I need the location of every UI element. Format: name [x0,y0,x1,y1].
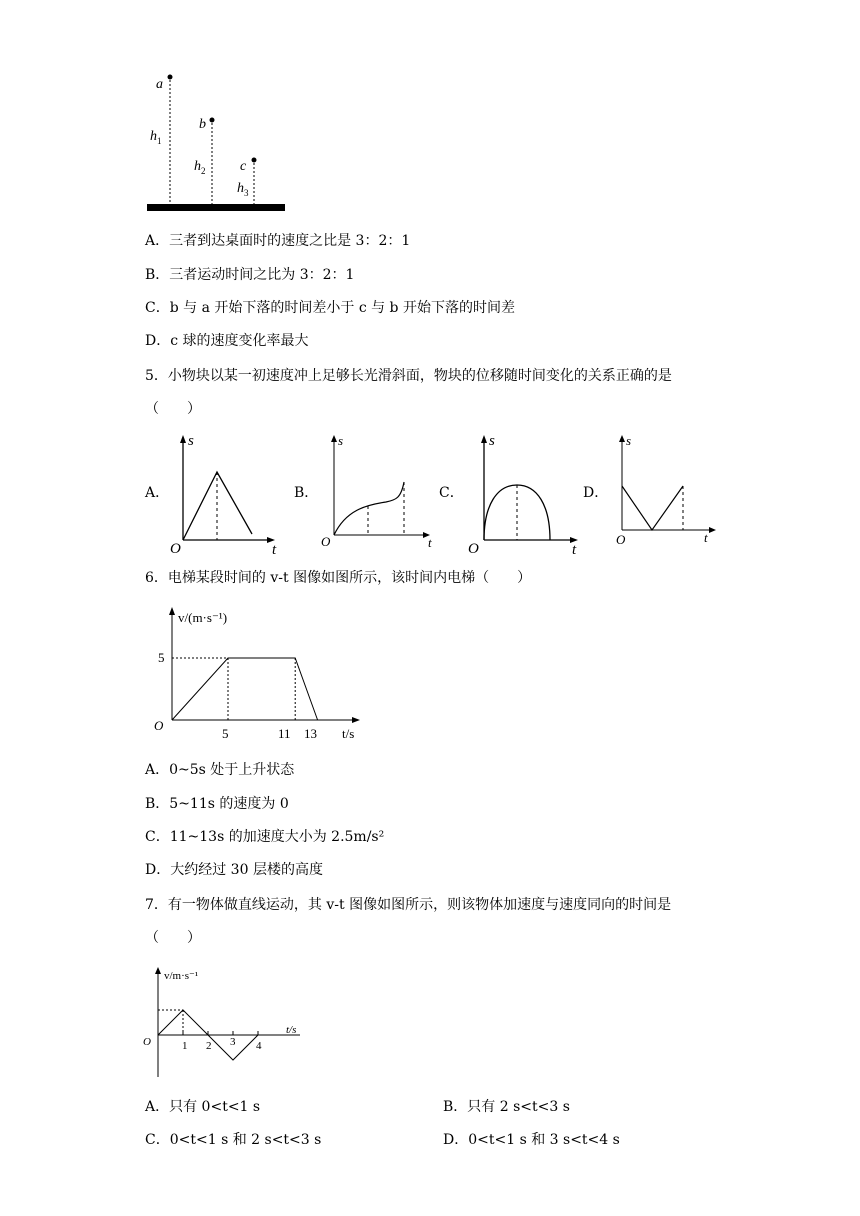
q5d-curve [622,486,683,530]
table-surface [147,204,285,211]
svg-text:O: O [616,532,626,547]
q6-option-d: D．大约经过 30 层楼的高度 [145,862,323,878]
q4-option-c: C．b 与 a 开始下落的时间差小于 c 与 b 开始下落的时间差 [145,300,515,316]
q7-option-c: C．0<t<1 s 和 2 s<t<3 s [145,1132,322,1148]
q6-origin: O [154,718,164,733]
ball-a [168,75,173,80]
q6-option-b: B．5~11s 的速度为 0 [145,796,289,812]
svg-text:s: s [489,433,495,449]
svg-text:t: t [572,542,577,555]
svg-text:t: t [272,542,277,555]
svg-text:O: O [170,541,181,555]
q6-x-tick-5: 5 [222,726,229,741]
q6-option-c: C．11~13s 的加速度大小为 2.5m/s² [145,829,385,845]
svg-text:s: s [338,433,344,448]
q5-label-d: D． [583,485,609,501]
q7-x-tick-2: 2 [206,1040,212,1052]
svg-text:t: t [428,535,432,550]
svg-text:s: s [626,433,632,448]
q6-y-tick: 5 [158,650,165,665]
q5a-curve [183,472,252,540]
q5-label-b: B． [294,485,319,501]
q7-x-tick-1: 1 [182,1040,188,1052]
label-h2: $h_2$ [194,159,206,176]
q6-stem: 6．电梯某段时间的 v-t 图像如图所示，该时间内电梯（ ） [145,570,532,586]
q7-option-d: D．0<t<1 s 和 3 s<t<4 s [443,1132,620,1148]
q4-option-d: D．c 球的速度变化率最大 [145,333,309,349]
q5-stem: 5．小物块以某一初速度冲上足够长光滑斜面，物块的位移随时间变化的关系正确的是 [145,368,672,384]
svg-text:t: t [704,530,708,545]
ball-c [252,158,257,163]
q5-graph-d [606,430,726,555]
q5-graph-b [316,430,441,555]
q7-x-tick-4: 4 [256,1040,262,1052]
q7-paren: （ ） [145,930,201,946]
label-a: a [156,77,163,92]
q7-option-a: A．只有 0<t<1 s [145,1099,261,1115]
q5-paren: （ ） [145,401,201,417]
svg-text:O: O [468,541,479,555]
label-b: b [199,117,206,132]
drop-figure [140,70,300,215]
ball-b [210,118,215,123]
q6-vt-chart [150,600,370,745]
q6-x-tick-11: 11 [278,726,291,741]
q7-x-label: t/s [286,1024,297,1036]
q6-series-line [172,658,318,720]
q6-x-label: t/s [342,726,355,741]
q4-option-a: A．三者到达桌面时的速度之比是 3：2：1 [145,233,411,249]
q6-y-label: v/(m·s⁻¹) [178,610,228,625]
q7-option-b: B．只有 2 s<t<3 s [443,1099,570,1115]
label-h3: $h_3$ [237,181,249,198]
q7-x-tick-3: 3 [230,1036,236,1048]
q5-label-c: C． [439,485,464,501]
svg-text:s: s [188,433,194,449]
q5-graph-a [165,430,290,555]
q7-origin: O [143,1036,151,1048]
q4-option-b: B．三者运动时间之比为 3：2：1 [145,267,355,283]
q6-x-tick-13: 13 [304,726,317,741]
q5-label-a: A． [145,485,170,501]
svg-text:O: O [321,534,331,549]
q5-graph-c [462,430,587,555]
label-h1: $h_1$ [150,129,162,146]
q7-vt-chart [140,965,315,1085]
q5b-curve [334,482,404,535]
label-c: c [240,159,247,174]
q7-stem: 7．有一物体做直线运动，其 v-t 图像如图所示，则该物体加速度与速度同向的时间是 [145,897,672,913]
q7-y-label: v/m·s⁻¹ [164,970,199,982]
q6-option-a: A．0~5s 处于上升状态 [145,762,295,778]
